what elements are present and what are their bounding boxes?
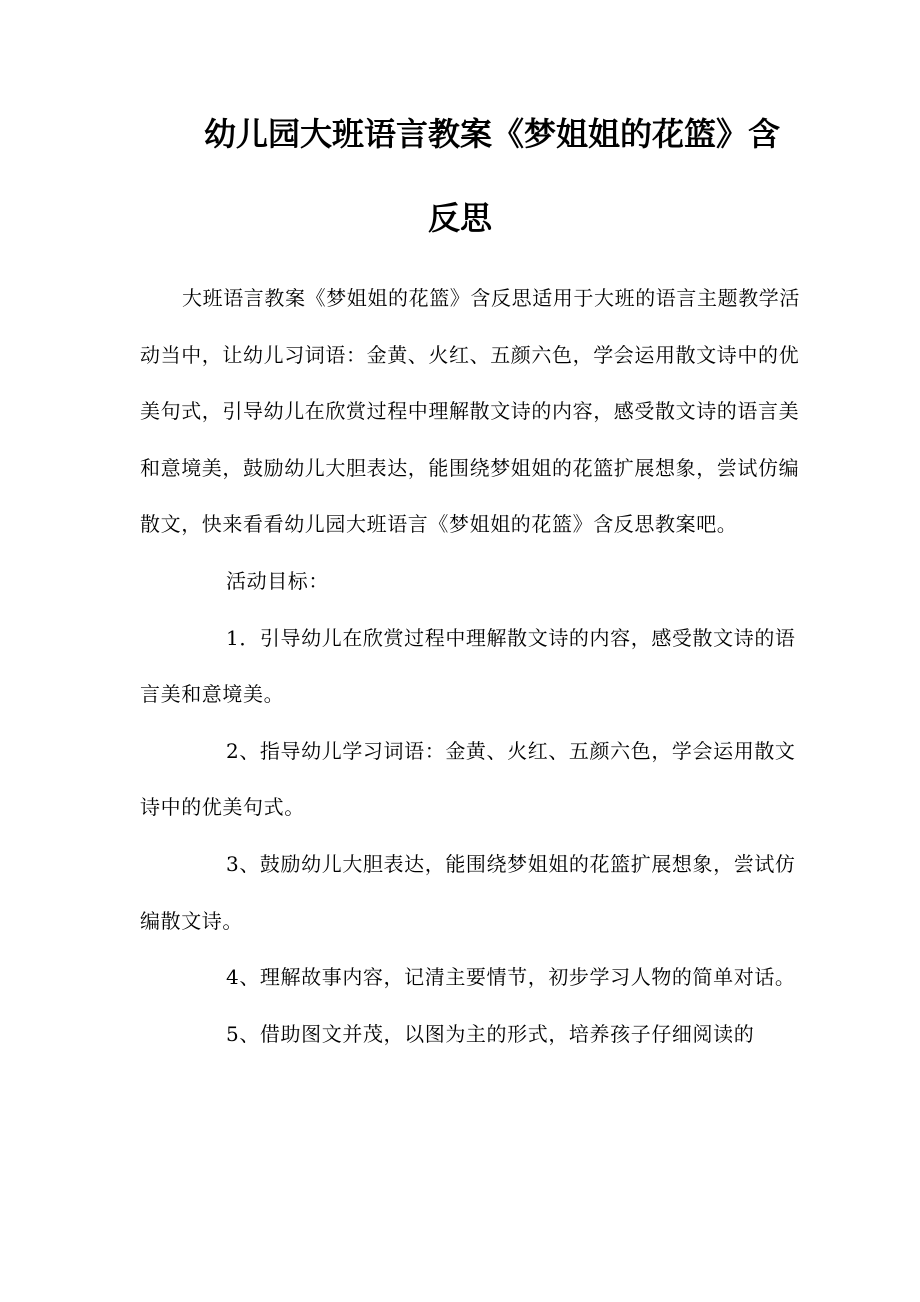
intro-paragraph: 大班语言教案《梦姐姐的花篮》含反思适用于大班的语言主题教学活动当中，让幼儿习词语：金黄、火红、五颜六色，学会运用散文诗中的优美句式，引导幼儿在欣赏过程中理解散文诗的内容，感受散文诗的语言美和意境美，鼓励幼儿大胆表达，能围绕梦姐姐的花篮扩展想象，尝试仿编散文，快来看看幼儿园大班语言《梦姐姐的花篮》含反思教案吧。 xyxy=(140,286,800,537)
objectives-heading: 活动目标： xyxy=(226,568,329,593)
document-title-line-1: 幼儿园大班语言教案《梦姐姐的花篮》含 xyxy=(204,115,781,153)
document-title-line-2: 反思 xyxy=(427,199,492,237)
document-body xyxy=(140,270,800,1062)
objective-item-2: 2、指导幼儿学习词语：金黄、火红、五颜六色，学会运用散文诗中的优美句式。 xyxy=(140,738,796,820)
objective-item-1: 1．引导幼儿在欣赏过程中理解散文诗的内容，感受散文诗的语言美和意境美。 xyxy=(140,625,796,707)
objective-item-3: 3、鼓励幼儿大胆表达，能围绕梦姐姐的花篮扩展想象，尝试仿编散文诗。 xyxy=(140,851,796,933)
objective-item-4: 4、理解故事内容，记清主要情节，初步学习人物的简单对话。 xyxy=(226,965,796,990)
objective-item-5: 5、借助图文并茂，以图为主的形式，培养孩子仔细阅读的 xyxy=(226,1021,755,1046)
